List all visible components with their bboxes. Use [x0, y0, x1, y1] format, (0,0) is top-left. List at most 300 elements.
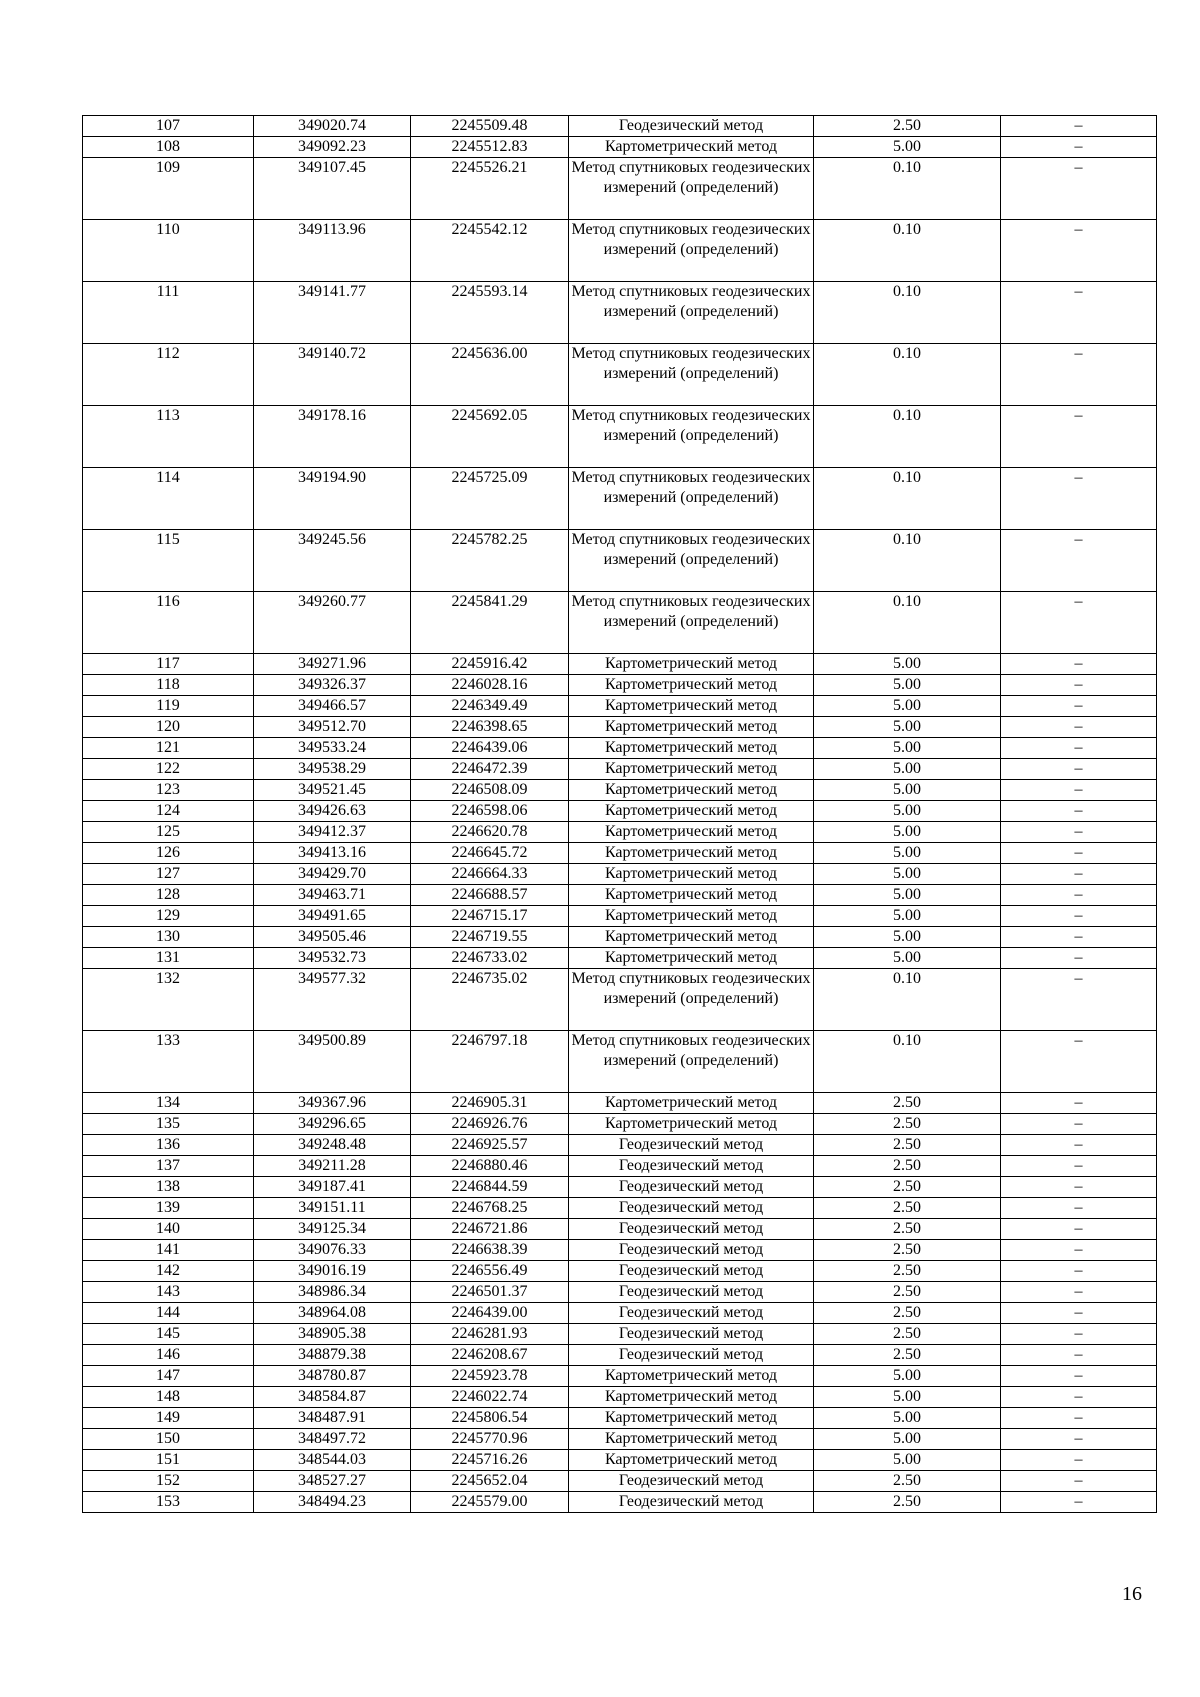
y-coordinate-cell: 2246638.39 — [411, 1240, 569, 1261]
accuracy-cell: 5.00 — [814, 843, 1001, 864]
note-cell: – — [1001, 158, 1157, 220]
method-cell: Геодезический метод — [569, 1303, 814, 1324]
method-cell: Метод спутниковых геодезических измерений (определений) — [569, 344, 814, 406]
point-number-cell: 109 — [83, 158, 254, 220]
x-coordinate-cell: 349412.37 — [254, 822, 411, 843]
table-row — [83, 822, 1157, 843]
note-cell: – — [1001, 1345, 1157, 1366]
method-cell: Геодезический метод — [569, 1198, 814, 1219]
method-cell: Картометрический метод — [569, 843, 814, 864]
note-cell: – — [1001, 1261, 1157, 1282]
method-cell: Картометрический метод — [569, 137, 814, 158]
x-coordinate-cell: 349211.28 — [254, 1156, 411, 1177]
accuracy-cell: 0.10 — [814, 344, 1001, 406]
note-cell: – — [1001, 1156, 1157, 1177]
note-cell: – — [1001, 1450, 1157, 1471]
coordinates-table-body — [83, 116, 1157, 1513]
accuracy-cell: 5.00 — [814, 675, 1001, 696]
x-coordinate-cell: 348964.08 — [254, 1303, 411, 1324]
accuracy-cell: 0.10 — [814, 530, 1001, 592]
table-row — [83, 282, 1157, 344]
point-number-cell: 117 — [83, 654, 254, 675]
table-row — [83, 1492, 1157, 1513]
y-coordinate-cell: 2246664.33 — [411, 864, 569, 885]
method-cell: Картометрический метод — [569, 759, 814, 780]
method-cell: Картометрический метод — [569, 864, 814, 885]
accuracy-cell: 5.00 — [814, 1366, 1001, 1387]
accuracy-cell: 0.10 — [814, 406, 1001, 468]
point-number-cell: 147 — [83, 1366, 254, 1387]
accuracy-cell: 5.00 — [814, 137, 1001, 158]
point-number-cell: 127 — [83, 864, 254, 885]
method-cell: Картометрический метод — [569, 822, 814, 843]
x-coordinate-cell: 349521.45 — [254, 780, 411, 801]
method-cell: Картометрический метод — [569, 927, 814, 948]
y-coordinate-cell: 2246719.55 — [411, 927, 569, 948]
x-coordinate-cell: 349125.34 — [254, 1219, 411, 1240]
note-cell: – — [1001, 1198, 1157, 1219]
y-coordinate-cell: 2246501.37 — [411, 1282, 569, 1303]
table-row — [83, 592, 1157, 654]
method-cell: Метод спутниковых геодезических измерений (определений) — [569, 530, 814, 592]
table-row — [83, 1114, 1157, 1135]
y-coordinate-cell: 2245923.78 — [411, 1366, 569, 1387]
point-number-cell: 136 — [83, 1135, 254, 1156]
point-number-cell: 113 — [83, 406, 254, 468]
method-cell: Геодезический метод — [569, 1261, 814, 1282]
y-coordinate-cell: 2246733.02 — [411, 948, 569, 969]
accuracy-cell: 5.00 — [814, 780, 1001, 801]
point-number-cell: 145 — [83, 1324, 254, 1345]
note-cell: – — [1001, 1031, 1157, 1093]
note-cell: – — [1001, 344, 1157, 406]
method-cell: Геодезический метод — [569, 1240, 814, 1261]
x-coordinate-cell: 349141.77 — [254, 282, 411, 344]
accuracy-cell: 5.00 — [814, 1387, 1001, 1408]
table-row — [83, 530, 1157, 592]
table-row — [83, 1303, 1157, 1324]
method-cell: Геодезический метод — [569, 1177, 814, 1198]
page-number: 16 — [1122, 1583, 1142, 1605]
note-cell: – — [1001, 116, 1157, 137]
point-number-cell: 131 — [83, 948, 254, 969]
accuracy-cell: 0.10 — [814, 468, 1001, 530]
accuracy-cell: 5.00 — [814, 717, 1001, 738]
y-coordinate-cell: 2245916.42 — [411, 654, 569, 675]
x-coordinate-cell: 349107.45 — [254, 158, 411, 220]
accuracy-cell: 2.50 — [814, 1135, 1001, 1156]
method-cell: Геодезический метод — [569, 1345, 814, 1366]
y-coordinate-cell: 2245593.14 — [411, 282, 569, 344]
note-cell: – — [1001, 759, 1157, 780]
note-cell: – — [1001, 1282, 1157, 1303]
point-number-cell: 132 — [83, 969, 254, 1031]
accuracy-cell: 2.50 — [814, 116, 1001, 137]
method-cell: Картометрический метод — [569, 1093, 814, 1114]
method-cell: Картометрический метод — [569, 1450, 814, 1471]
table-row — [83, 1031, 1157, 1093]
y-coordinate-cell: 2246281.93 — [411, 1324, 569, 1345]
y-coordinate-cell: 2246797.18 — [411, 1031, 569, 1093]
table-row — [83, 696, 1157, 717]
x-coordinate-cell: 348986.34 — [254, 1282, 411, 1303]
point-number-cell: 130 — [83, 927, 254, 948]
table-row — [83, 1408, 1157, 1429]
note-cell: – — [1001, 468, 1157, 530]
table-row — [83, 969, 1157, 1031]
method-cell: Геодезический метод — [569, 1492, 814, 1513]
x-coordinate-cell: 349505.46 — [254, 927, 411, 948]
table-row — [83, 116, 1157, 137]
method-cell: Картометрический метод — [569, 885, 814, 906]
table-row — [83, 1261, 1157, 1282]
accuracy-cell: 2.50 — [814, 1471, 1001, 1492]
x-coordinate-cell: 349463.71 — [254, 885, 411, 906]
table-row — [83, 137, 1157, 158]
method-cell: Геодезический метод — [569, 1156, 814, 1177]
table-row — [83, 1387, 1157, 1408]
y-coordinate-cell: 2246768.25 — [411, 1198, 569, 1219]
table-row — [83, 158, 1157, 220]
y-coordinate-cell: 2246905.31 — [411, 1093, 569, 1114]
point-number-cell: 125 — [83, 822, 254, 843]
table-row — [83, 885, 1157, 906]
table-row — [83, 1345, 1157, 1366]
method-cell: Метод спутниковых геодезических измерений (определений) — [569, 282, 814, 344]
table-row — [83, 1324, 1157, 1345]
point-number-cell: 144 — [83, 1303, 254, 1324]
note-cell: – — [1001, 137, 1157, 158]
accuracy-cell: 5.00 — [814, 738, 1001, 759]
point-number-cell: 112 — [83, 344, 254, 406]
table-row — [83, 1429, 1157, 1450]
point-number-cell: 126 — [83, 843, 254, 864]
table-row — [83, 1093, 1157, 1114]
note-cell: – — [1001, 1324, 1157, 1345]
point-number-cell: 120 — [83, 717, 254, 738]
y-coordinate-cell: 2246439.06 — [411, 738, 569, 759]
method-cell: Картометрический метод — [569, 738, 814, 759]
point-number-cell: 134 — [83, 1093, 254, 1114]
x-coordinate-cell: 349296.65 — [254, 1114, 411, 1135]
x-coordinate-cell: 348497.72 — [254, 1429, 411, 1450]
y-coordinate-cell: 2245806.54 — [411, 1408, 569, 1429]
y-coordinate-cell: 2245782.25 — [411, 530, 569, 592]
point-number-cell: 139 — [83, 1198, 254, 1219]
note-cell: – — [1001, 822, 1157, 843]
table-row — [83, 1471, 1157, 1492]
note-cell: – — [1001, 220, 1157, 282]
point-number-cell: 142 — [83, 1261, 254, 1282]
table-row — [83, 927, 1157, 948]
table-row — [83, 406, 1157, 468]
table-row — [83, 843, 1157, 864]
accuracy-cell: 2.50 — [814, 1177, 1001, 1198]
table-row — [83, 738, 1157, 759]
accuracy-cell: 2.50 — [814, 1093, 1001, 1114]
note-cell: – — [1001, 592, 1157, 654]
y-coordinate-cell: 2245716.26 — [411, 1450, 569, 1471]
y-coordinate-cell: 2246620.78 — [411, 822, 569, 843]
x-coordinate-cell: 349113.96 — [254, 220, 411, 282]
method-cell: Картометрический метод — [569, 1114, 814, 1135]
accuracy-cell: 2.50 — [814, 1345, 1001, 1366]
table-row — [83, 864, 1157, 885]
point-number-cell: 148 — [83, 1387, 254, 1408]
y-coordinate-cell: 2245725.09 — [411, 468, 569, 530]
y-coordinate-cell: 2245512.83 — [411, 137, 569, 158]
point-number-cell: 116 — [83, 592, 254, 654]
point-number-cell: 143 — [83, 1282, 254, 1303]
method-cell: Геодезический метод — [569, 116, 814, 137]
note-cell: – — [1001, 780, 1157, 801]
y-coordinate-cell: 2245542.12 — [411, 220, 569, 282]
method-cell: Метод спутниковых геодезических измерений (определений) — [569, 158, 814, 220]
point-number-cell: 115 — [83, 530, 254, 592]
accuracy-cell: 0.10 — [814, 592, 1001, 654]
note-cell: – — [1001, 864, 1157, 885]
y-coordinate-cell: 2246508.09 — [411, 780, 569, 801]
method-cell: Метод спутниковых геодезических измерений (определений) — [569, 468, 814, 530]
note-cell: – — [1001, 717, 1157, 738]
accuracy-cell: 5.00 — [814, 1429, 1001, 1450]
x-coordinate-cell: 349538.29 — [254, 759, 411, 780]
accuracy-cell: 5.00 — [814, 1450, 1001, 1471]
note-cell: – — [1001, 696, 1157, 717]
accuracy-cell: 2.50 — [814, 1303, 1001, 1324]
method-cell: Метод спутниковых геодезических измерений (определений) — [569, 406, 814, 468]
coordinates-table — [82, 115, 1157, 1513]
method-cell: Метод спутниковых геодезических измерений (определений) — [569, 592, 814, 654]
point-number-cell: 114 — [83, 468, 254, 530]
accuracy-cell: 2.50 — [814, 1324, 1001, 1345]
method-cell: Картометрический метод — [569, 801, 814, 822]
note-cell: – — [1001, 738, 1157, 759]
note-cell: – — [1001, 801, 1157, 822]
method-cell: Картометрический метод — [569, 780, 814, 801]
table-row — [83, 1135, 1157, 1156]
note-cell: – — [1001, 1387, 1157, 1408]
note-cell: – — [1001, 654, 1157, 675]
x-coordinate-cell: 349178.16 — [254, 406, 411, 468]
accuracy-cell: 5.00 — [814, 654, 1001, 675]
note-cell: – — [1001, 530, 1157, 592]
x-coordinate-cell: 349271.96 — [254, 654, 411, 675]
x-coordinate-cell: 348527.27 — [254, 1471, 411, 1492]
point-number-cell: 110 — [83, 220, 254, 282]
table-row — [83, 344, 1157, 406]
method-cell: Картометрический метод — [569, 948, 814, 969]
method-cell: Геодезический метод — [569, 1324, 814, 1345]
point-number-cell: 128 — [83, 885, 254, 906]
accuracy-cell: 5.00 — [814, 927, 1001, 948]
y-coordinate-cell: 2246472.39 — [411, 759, 569, 780]
x-coordinate-cell: 349076.33 — [254, 1240, 411, 1261]
method-cell: Картометрический метод — [569, 717, 814, 738]
point-number-cell: 151 — [83, 1450, 254, 1471]
point-number-cell: 107 — [83, 116, 254, 137]
method-cell: Картометрический метод — [569, 1366, 814, 1387]
table-row — [83, 1198, 1157, 1219]
y-coordinate-cell: 2246735.02 — [411, 969, 569, 1031]
table-row — [83, 906, 1157, 927]
method-cell: Геодезический метод — [569, 1219, 814, 1240]
accuracy-cell: 5.00 — [814, 948, 1001, 969]
y-coordinate-cell: 2246022.74 — [411, 1387, 569, 1408]
point-number-cell: 121 — [83, 738, 254, 759]
note-cell: – — [1001, 885, 1157, 906]
y-coordinate-cell: 2245841.29 — [411, 592, 569, 654]
x-coordinate-cell: 349187.41 — [254, 1177, 411, 1198]
accuracy-cell: 0.10 — [814, 969, 1001, 1031]
x-coordinate-cell: 349020.74 — [254, 116, 411, 137]
y-coordinate-cell: 2246688.57 — [411, 885, 569, 906]
x-coordinate-cell: 349512.70 — [254, 717, 411, 738]
note-cell: – — [1001, 1177, 1157, 1198]
table-row — [83, 1177, 1157, 1198]
table-row — [83, 675, 1157, 696]
x-coordinate-cell: 349429.70 — [254, 864, 411, 885]
method-cell: Картометрический метод — [569, 654, 814, 675]
point-number-cell: 140 — [83, 1219, 254, 1240]
y-coordinate-cell: 2246208.67 — [411, 1345, 569, 1366]
x-coordinate-cell: 348544.03 — [254, 1450, 411, 1471]
x-coordinate-cell: 349016.19 — [254, 1261, 411, 1282]
x-coordinate-cell: 349245.56 — [254, 530, 411, 592]
x-coordinate-cell: 349413.16 — [254, 843, 411, 864]
x-coordinate-cell: 349367.96 — [254, 1093, 411, 1114]
accuracy-cell: 2.50 — [814, 1240, 1001, 1261]
note-cell: – — [1001, 1219, 1157, 1240]
note-cell: – — [1001, 927, 1157, 948]
table-row — [83, 759, 1157, 780]
point-number-cell: 153 — [83, 1492, 254, 1513]
table-row — [83, 654, 1157, 675]
method-cell: Картометрический метод — [569, 1387, 814, 1408]
note-cell: – — [1001, 1471, 1157, 1492]
x-coordinate-cell: 349533.24 — [254, 738, 411, 759]
method-cell: Метод спутниковых геодезических измерений (определений) — [569, 969, 814, 1031]
note-cell: – — [1001, 1093, 1157, 1114]
accuracy-cell: 5.00 — [814, 801, 1001, 822]
table-row — [83, 1450, 1157, 1471]
note-cell: – — [1001, 1135, 1157, 1156]
x-coordinate-cell: 348584.87 — [254, 1387, 411, 1408]
point-number-cell: 111 — [83, 282, 254, 344]
method-cell: Геодезический метод — [569, 1135, 814, 1156]
point-number-cell: 137 — [83, 1156, 254, 1177]
table-row — [83, 801, 1157, 822]
note-cell: – — [1001, 1366, 1157, 1387]
y-coordinate-cell: 2245579.00 — [411, 1492, 569, 1513]
method-cell: Картометрический метод — [569, 1408, 814, 1429]
y-coordinate-cell: 2246398.65 — [411, 717, 569, 738]
x-coordinate-cell: 348494.23 — [254, 1492, 411, 1513]
point-number-cell: 123 — [83, 780, 254, 801]
x-coordinate-cell: 349092.23 — [254, 137, 411, 158]
x-coordinate-cell: 349194.90 — [254, 468, 411, 530]
x-coordinate-cell: 348780.87 — [254, 1366, 411, 1387]
x-coordinate-cell: 349326.37 — [254, 675, 411, 696]
point-number-cell: 119 — [83, 696, 254, 717]
accuracy-cell: 5.00 — [814, 759, 1001, 780]
x-coordinate-cell: 349248.48 — [254, 1135, 411, 1156]
y-coordinate-cell: 2246925.57 — [411, 1135, 569, 1156]
x-coordinate-cell: 348879.38 — [254, 1345, 411, 1366]
method-cell: Картометрический метод — [569, 906, 814, 927]
y-coordinate-cell: 2246439.00 — [411, 1303, 569, 1324]
y-coordinate-cell: 2246028.16 — [411, 675, 569, 696]
point-number-cell: 146 — [83, 1345, 254, 1366]
table-row — [83, 1240, 1157, 1261]
note-cell: – — [1001, 1114, 1157, 1135]
y-coordinate-cell: 2246556.49 — [411, 1261, 569, 1282]
x-coordinate-cell: 349577.32 — [254, 969, 411, 1031]
point-number-cell: 129 — [83, 906, 254, 927]
note-cell: – — [1001, 1240, 1157, 1261]
y-coordinate-cell: 2245526.21 — [411, 158, 569, 220]
table-row — [83, 1156, 1157, 1177]
note-cell: – — [1001, 1303, 1157, 1324]
table-row — [83, 220, 1157, 282]
y-coordinate-cell: 2246721.86 — [411, 1219, 569, 1240]
x-coordinate-cell: 349260.77 — [254, 592, 411, 654]
x-coordinate-cell: 349426.63 — [254, 801, 411, 822]
y-coordinate-cell: 2246844.59 — [411, 1177, 569, 1198]
x-coordinate-cell: 349500.89 — [254, 1031, 411, 1093]
table-row — [83, 1282, 1157, 1303]
point-number-cell: 138 — [83, 1177, 254, 1198]
point-number-cell: 108 — [83, 137, 254, 158]
y-coordinate-cell: 2245636.00 — [411, 344, 569, 406]
x-coordinate-cell: 349491.65 — [254, 906, 411, 927]
accuracy-cell: 2.50 — [814, 1219, 1001, 1240]
point-number-cell: 118 — [83, 675, 254, 696]
point-number-cell: 150 — [83, 1429, 254, 1450]
note-cell: – — [1001, 406, 1157, 468]
note-cell: – — [1001, 675, 1157, 696]
point-number-cell: 133 — [83, 1031, 254, 1093]
accuracy-cell: 5.00 — [814, 696, 1001, 717]
y-coordinate-cell: 2246715.17 — [411, 906, 569, 927]
y-coordinate-cell: 2245652.04 — [411, 1471, 569, 1492]
note-cell: – — [1001, 1408, 1157, 1429]
accuracy-cell: 5.00 — [814, 906, 1001, 927]
table-row — [83, 948, 1157, 969]
note-cell: – — [1001, 906, 1157, 927]
accuracy-cell: 5.00 — [814, 885, 1001, 906]
accuracy-cell: 2.50 — [814, 1282, 1001, 1303]
x-coordinate-cell: 349151.11 — [254, 1198, 411, 1219]
accuracy-cell: 2.50 — [814, 1261, 1001, 1282]
method-cell: Геодезический метод — [569, 1282, 814, 1303]
method-cell: Метод спутниковых геодезических измерений (определений) — [569, 1031, 814, 1093]
table-row — [83, 468, 1157, 530]
point-number-cell: 122 — [83, 759, 254, 780]
method-cell: Метод спутниковых геодезических измерений (определений) — [569, 220, 814, 282]
accuracy-cell: 0.10 — [814, 158, 1001, 220]
method-cell: Картометрический метод — [569, 1429, 814, 1450]
y-coordinate-cell: 2245692.05 — [411, 406, 569, 468]
note-cell: – — [1001, 969, 1157, 1031]
table-row — [83, 780, 1157, 801]
accuracy-cell: 2.50 — [814, 1114, 1001, 1135]
point-number-cell: 149 — [83, 1408, 254, 1429]
accuracy-cell: 0.10 — [814, 220, 1001, 282]
accuracy-cell: 0.10 — [814, 1031, 1001, 1093]
note-cell: – — [1001, 282, 1157, 344]
note-cell: – — [1001, 843, 1157, 864]
